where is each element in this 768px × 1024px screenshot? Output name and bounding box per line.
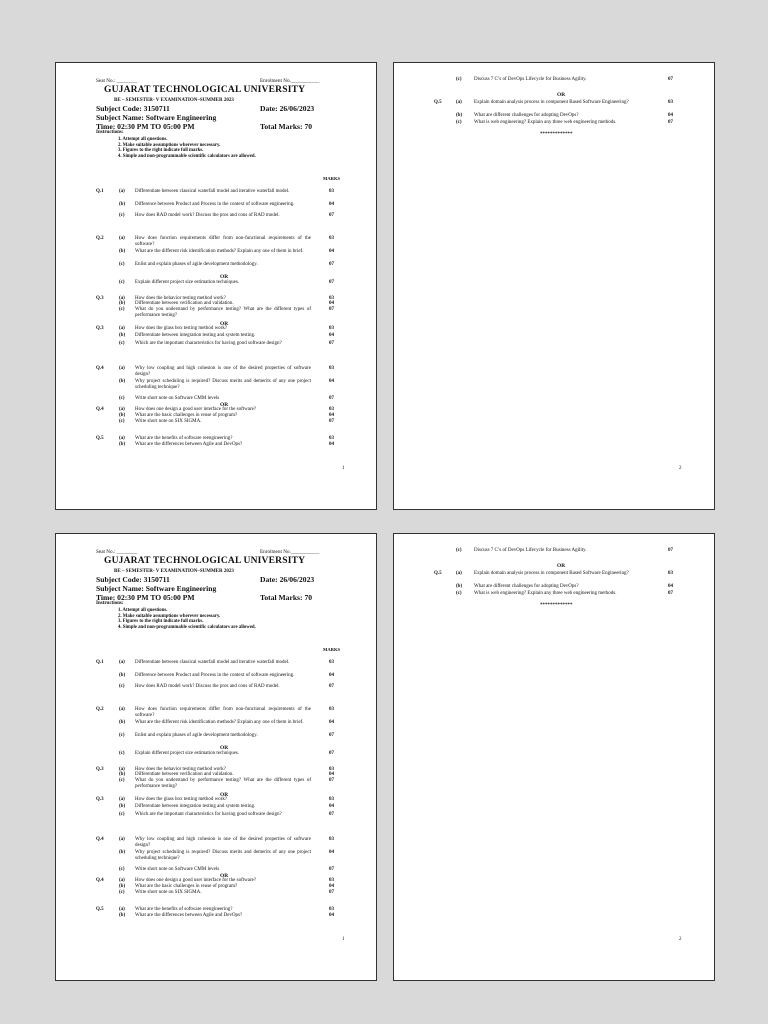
question-marks: 03 — [329, 189, 334, 194]
sub-question-label: (b) — [119, 804, 126, 809]
sub-question-label: (a) — [456, 100, 462, 105]
exam-date: Date: 26/06/2023 — [260, 104, 315, 113]
question-marks: 04 — [329, 442, 334, 447]
question-text: Difference between Product and Process in the context of software engineering. — [135, 673, 295, 678]
sub-question-label: (c) — [119, 867, 125, 872]
question-number: Q.3 — [96, 767, 104, 772]
question-text: What are the different risk identification methods? Explain any one of them in brief. — [135, 720, 304, 725]
question-text: Explain domain analysis process in component Based Software Engineering? — [474, 571, 629, 576]
question-text: Differentiate between classical waterfall model and iterative waterfall model. — [135, 189, 290, 194]
question-marks: 07 — [329, 280, 334, 285]
question-marks: 03 — [329, 236, 334, 241]
sub-question-label: (b) — [119, 673, 126, 678]
question-marks: 04 — [668, 584, 673, 589]
question-marks: 03 — [329, 407, 334, 412]
question-number: Q.5 — [96, 436, 104, 441]
sub-question-label: (a) — [119, 707, 125, 712]
question-marks: 04 — [668, 113, 673, 118]
sub-question-label: (c) — [119, 307, 125, 312]
sub-question-label: (c) — [119, 733, 125, 738]
question-marks: 04 — [329, 249, 334, 254]
question-marks: 04 — [329, 772, 334, 777]
question-marks: 04 — [329, 379, 334, 384]
sub-question-label: (a) — [119, 189, 125, 194]
sub-question-label: (b) — [119, 850, 126, 855]
sub-question-label: (a) — [119, 236, 125, 241]
exam-page-3 — [55, 533, 377, 981]
instruction-item: 4. Simple and non-programmable scientific calculators are allowed. — [118, 625, 256, 631]
end-stars: ************* — [540, 603, 573, 608]
or-separator: OR — [220, 321, 229, 327]
sub-question-label: (c) — [119, 812, 125, 817]
sub-question-label: (a) — [119, 878, 125, 883]
question-text: How does the glass box testing method work? — [135, 797, 228, 802]
question-text: Explain different project size estimation techniques. — [135, 280, 240, 285]
instruction-item: 3. Figures to the right indicate full marks. — [118, 619, 204, 625]
question-marks: 07 — [329, 684, 334, 689]
end-stars: ************* — [540, 132, 573, 137]
question-text: What are the basic challenges in reuse of program? — [135, 413, 238, 418]
question-marks: 04 — [329, 804, 334, 809]
sub-question-label: (b) — [119, 333, 126, 338]
question-number: Q.4 — [96, 366, 104, 371]
sub-question-label: (b) — [119, 249, 126, 254]
question-text: Write short note on SIX SIGMA. — [135, 419, 202, 424]
instruction-item: 2. Make suitable assumptions wherever necessary. — [118, 613, 221, 619]
question-marks: 03 — [329, 326, 334, 331]
question-text: Differentiate between integration testing and system testing. — [135, 333, 256, 338]
question-marks: 03 — [668, 571, 673, 576]
question-marks: 07 — [668, 77, 673, 82]
question-text: How does the behavior testing method work? — [135, 296, 226, 301]
sub-question-label: (a) — [119, 837, 125, 842]
question-text: Write short note on SIX SIGMA. — [135, 890, 202, 895]
question-marks: 03 — [329, 797, 334, 802]
question-text: What is web engineering? Explain any three web engineering methods. — [474, 120, 617, 125]
question-text: Enlist and explain phases of agile development methodology. — [135, 733, 258, 738]
question-text: What are the basic challenges in reuse of program? — [135, 884, 238, 889]
sub-question-label: (a) — [456, 571, 462, 576]
sub-question-label: (b) — [119, 442, 126, 447]
question-number: Q.3 — [96, 326, 104, 331]
question-text: Why low coupling and high cohesion is one of the desired properties of software design? — [135, 837, 311, 848]
subject-name: Subject Name: Software Engineering — [96, 113, 217, 122]
question-number: Q.4 — [96, 407, 104, 412]
question-number: Q.2 — [96, 236, 104, 241]
marks-header: MARKS — [323, 647, 341, 652]
question-marks: 07 — [329, 778, 334, 783]
exam-page-4 — [393, 533, 715, 981]
question-marks: 07 — [329, 733, 334, 738]
sub-question-label: (a) — [119, 366, 125, 371]
exam-date: Date: 26/06/2023 — [260, 575, 315, 584]
question-text: What are the differences between Agile and DevOps? — [135, 913, 243, 918]
total-marks: Total Marks: 70 — [260, 593, 313, 602]
university-title: GUJARAT TECHNOLOGICAL UNIVERSITY — [104, 85, 306, 95]
total-marks: Total Marks: 70 — [260, 122, 313, 131]
or-separator: OR — [220, 274, 229, 280]
question-text: What is web engineering? Explain any three web engineering methods. — [474, 591, 617, 596]
question-number: Q.5 — [434, 571, 442, 576]
question-text: Why low coupling and high cohesion is one of the desired properties of software design? — [135, 366, 311, 377]
or-separator: OR — [220, 745, 229, 751]
exam-page-2 — [393, 62, 715, 510]
question-marks: 03 — [329, 907, 334, 912]
subject-code: Subject Code: 3150711 — [96, 575, 170, 584]
sub-question-label: (b) — [119, 720, 126, 725]
question-text: Why project scheduling is required? Discuss merits and demerits of any one project scheduling technique? — [135, 850, 311, 861]
question-text: How does RAD model work? Discuss the pros and cons of RAD model. — [135, 213, 280, 218]
question-number: Q.5 — [434, 100, 442, 105]
question-marks: 04 — [329, 333, 334, 338]
sub-question-label: (c) — [456, 77, 462, 82]
question-marks: 07 — [329, 396, 334, 401]
question-text: Discuss 7 C’s of DevOps Lifecycle for Business Agility. — [474, 77, 587, 82]
question-text: What do you understand by performance testing? What are the different types of performance testing? — [135, 778, 311, 789]
question-number: Q.3 — [96, 296, 104, 301]
question-marks: 07 — [329, 341, 334, 346]
question-text: What are the benefits of software reengineering? — [135, 907, 233, 912]
exam-page-1 — [55, 62, 377, 510]
or-separator: OR — [220, 402, 229, 408]
question-marks: 03 — [329, 296, 334, 301]
question-text: Write short note on Software CMM levels — [135, 396, 220, 401]
enrollment-no: Enrolment No.___________ — [260, 78, 320, 84]
question-text: What are different challenges for adopting DevOps? — [474, 584, 579, 589]
question-text: Which are the important characteristics for having good software design? — [135, 341, 282, 346]
question-text: What are the benefits of software reengineering? — [135, 436, 233, 441]
question-marks: 04 — [329, 413, 334, 418]
sub-question-label: (b) — [456, 584, 463, 589]
sub-question-label: (a) — [119, 767, 125, 772]
sub-question-label: (c) — [119, 262, 125, 267]
enrollment-no: Enrolment No.___________ — [260, 549, 320, 555]
question-marks: 04 — [329, 673, 334, 678]
question-marks: 04 — [329, 850, 334, 855]
question-marks: 03 — [329, 767, 334, 772]
or-separator: OR — [557, 92, 566, 98]
marks-header: MARKS — [323, 176, 341, 181]
sub-question-label: (c) — [456, 591, 462, 596]
question-marks: 04 — [329, 720, 334, 725]
sub-question-label: (a) — [119, 296, 125, 301]
instructions-label: Instructions: — [96, 130, 124, 135]
question-marks: 07 — [329, 307, 334, 312]
question-text: Write short note on Software CMM levels — [135, 867, 220, 872]
subject-code: Subject Code: 3150711 — [96, 104, 170, 113]
question-marks: 07 — [668, 591, 673, 596]
question-text: How does the glass box testing method work? — [135, 326, 228, 331]
question-number: Q.1 — [96, 189, 104, 194]
question-text: Enlist and explain phases of agile development methodology. — [135, 262, 258, 267]
page-number: 2 — [679, 466, 682, 471]
question-marks: 03 — [329, 837, 334, 842]
question-marks: 03 — [668, 100, 673, 105]
sub-question-label: (b) — [119, 884, 126, 889]
sub-question-label: (b) — [119, 202, 126, 207]
exam-title: BE – SEMESTER- V EXAMINATION–SUMMER 2023 — [114, 569, 234, 574]
instruction-item: 1. Attempt all questions. — [118, 137, 168, 142]
sub-question-label: (a) — [119, 326, 125, 331]
question-marks: 04 — [329, 202, 334, 207]
sub-question-label: (a) — [119, 436, 125, 441]
question-text: Discuss 7 C’s of DevOps Lifecycle for Business Agility. — [474, 548, 587, 553]
question-number: Q.4 — [96, 837, 104, 842]
question-marks: 07 — [668, 120, 673, 125]
sub-question-label: (a) — [119, 660, 125, 665]
instructions-label: Instructions: — [96, 601, 124, 606]
question-text: What are different challenges for adopting DevOps? — [474, 113, 579, 118]
instruction-item: 1. Attempt all questions. — [118, 608, 168, 613]
question-text: Differentiate between verification and validation. — [135, 772, 234, 777]
sub-question-label: (c) — [119, 341, 125, 346]
question-text: Why project scheduling is required? Discuss merits and demerits of any one project scheduling technique? — [135, 379, 311, 390]
question-text: Differentiate between integration testing and system testing. — [135, 804, 256, 809]
question-text: Differentiate between classical waterfall model and iterative waterfall model. — [135, 660, 290, 665]
question-number: Q.2 — [96, 707, 104, 712]
question-marks: 07 — [329, 419, 334, 424]
question-text: Differentiate between verification and validation. — [135, 301, 234, 306]
question-text: What do you understand by performance testing? What are the different types of performance testing? — [135, 307, 311, 318]
sub-question-label: (c) — [119, 890, 125, 895]
exam-title: BE – SEMESTER- V EXAMINATION–SUMMER 2023 — [114, 98, 234, 103]
question-text: How does one design a good user interface for the software? — [135, 407, 257, 412]
question-marks: 03 — [329, 436, 334, 441]
question-marks: 07 — [329, 751, 334, 756]
seat-no: Seat No.: ________ — [96, 549, 138, 555]
sub-question-label: (b) — [119, 772, 126, 777]
sub-question-label: (a) — [119, 907, 125, 912]
question-number: Q.5 — [96, 907, 104, 912]
sub-question-label: (a) — [119, 407, 125, 412]
sub-question-label: (b) — [456, 113, 463, 118]
page-number: 1 — [342, 466, 345, 471]
question-marks: 07 — [329, 812, 334, 817]
question-marks: 07 — [668, 548, 673, 553]
sub-question-label: (c) — [119, 684, 125, 689]
exam-time: Time: 02:30 PM TO 05:00 PM — [96, 122, 195, 131]
instruction-item: 3. Figures to the right indicate full marks. — [118, 148, 204, 154]
question-marks: 07 — [329, 867, 334, 872]
university-title: GUJARAT TECHNOLOGICAL UNIVERSITY — [104, 556, 306, 566]
question-text: Explain domain analysis process in component Based Software Engineering? — [474, 100, 629, 105]
question-number: Q.4 — [96, 878, 104, 883]
question-number: Q.1 — [96, 660, 104, 665]
question-text: How does the behavior testing method work? — [135, 767, 226, 772]
sub-question-label: (b) — [119, 913, 126, 918]
sub-question-label: (c) — [119, 419, 125, 424]
question-text: How does one design a good user interface for the software? — [135, 878, 257, 883]
sub-question-label: (c) — [119, 213, 125, 218]
question-text: How does function requirements differ from non-functional requirements of the software? — [135, 707, 311, 718]
question-marks: 03 — [329, 878, 334, 883]
or-separator: OR — [220, 873, 229, 879]
question-text: Which are the important characteristics for having good software design? — [135, 812, 282, 817]
sub-question-label: (b) — [119, 413, 126, 418]
sub-question-label: (b) — [119, 301, 126, 306]
question-text: How does function requirements differ from non-functional requirements of the software? — [135, 236, 311, 247]
sub-question-label: (c) — [119, 778, 125, 783]
page-number: 1 — [342, 937, 345, 942]
question-marks: 04 — [329, 301, 334, 306]
question-text: What are the different risk identification methods? Explain any one of them in brief. — [135, 249, 304, 254]
or-separator: OR — [557, 563, 566, 569]
question-number: Q.3 — [96, 797, 104, 802]
exam-time: Time: 02:30 PM TO 05:00 PM — [96, 593, 195, 602]
sub-question-label: (a) — [119, 797, 125, 802]
sub-question-label: (c) — [119, 751, 125, 756]
sub-question-label: (c) — [456, 120, 462, 125]
instruction-item: 4. Simple and non-programmable scientific calculators are allowed. — [118, 154, 256, 160]
sub-question-label: (b) — [119, 379, 126, 384]
question-marks: 07 — [329, 890, 334, 895]
question-marks: 03 — [329, 707, 334, 712]
question-marks: 03 — [329, 366, 334, 371]
sub-question-label: (c) — [119, 280, 125, 285]
question-text: How does RAD model work? Discuss the pros and cons of RAD model. — [135, 684, 280, 689]
sub-question-label: (c) — [119, 396, 125, 401]
question-text: What are the differences between Agile and DevOps? — [135, 442, 243, 447]
question-text: Difference between Product and Process in the context of software engineering. — [135, 202, 295, 207]
sub-question-label: (c) — [456, 548, 462, 553]
subject-name: Subject Name: Software Engineering — [96, 584, 217, 593]
question-marks: 07 — [329, 262, 334, 267]
page-number: 2 — [679, 937, 682, 942]
seat-no: Seat No.: ________ — [96, 78, 138, 84]
or-separator: OR — [220, 792, 229, 798]
question-marks: 07 — [329, 213, 334, 218]
question-text: Explain different project size estimation techniques. — [135, 751, 240, 756]
instruction-item: 2. Make suitable assumptions wherever necessary. — [118, 142, 221, 148]
question-marks: 04 — [329, 913, 334, 918]
question-marks: 04 — [329, 884, 334, 889]
question-marks: 03 — [329, 660, 334, 665]
